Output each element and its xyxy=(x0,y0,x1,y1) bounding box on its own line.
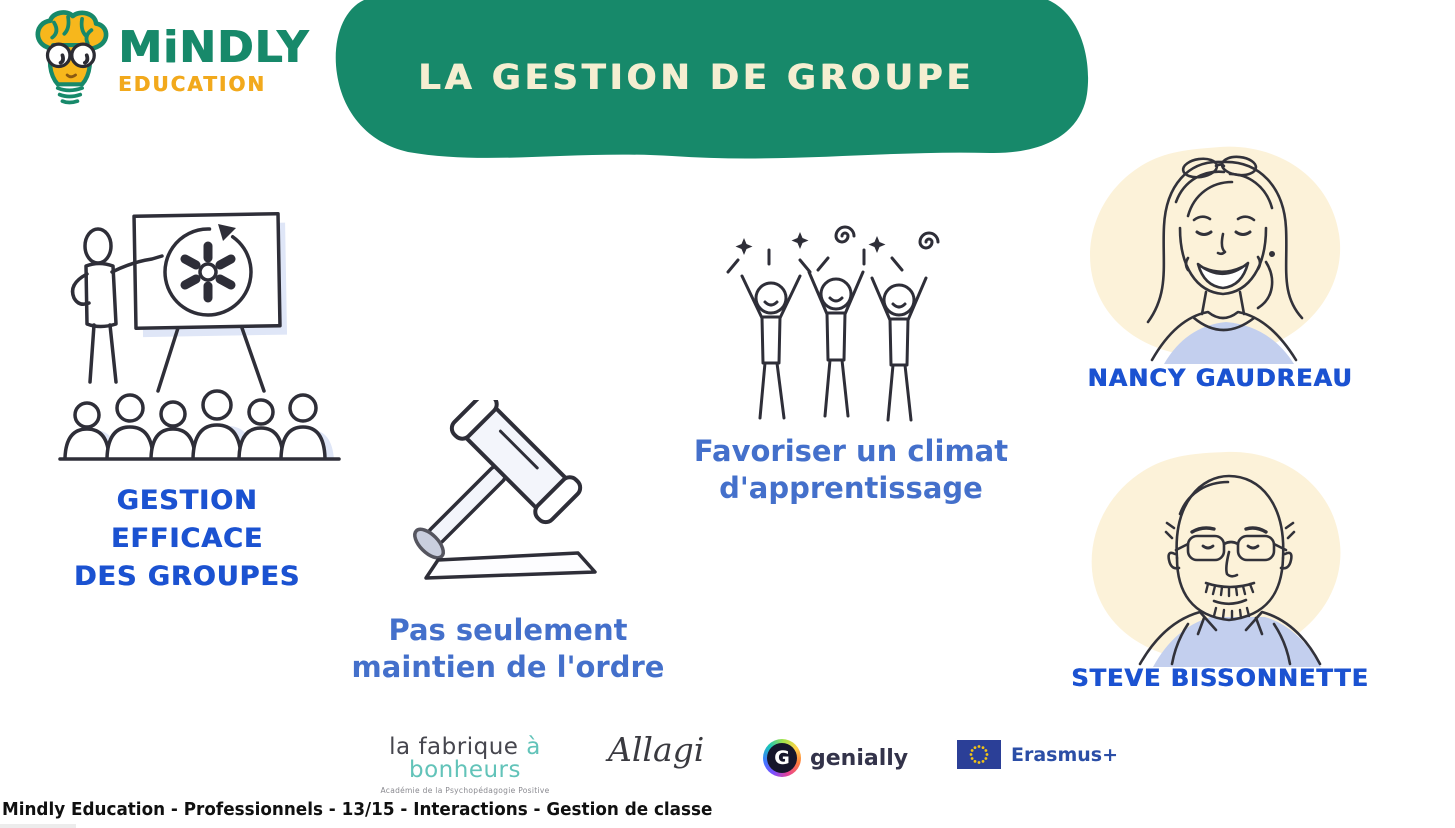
spiral-icon xyxy=(836,227,938,248)
genially-wordmark: genially xyxy=(810,745,909,771)
erasmus-logo xyxy=(957,740,1118,769)
slide-title: LA GESTION DE GROUPE xyxy=(417,58,975,98)
video-caption-text: Mindly Education - Professionnels - 13/15 - Interactions - Gestion de classe xyxy=(2,800,713,820)
caption-line: GESTION xyxy=(116,485,258,516)
person-name-steve: STEVE BISSONNETTE xyxy=(1071,664,1369,692)
audience-figures xyxy=(60,391,339,460)
caption-line: Favoriser un climat xyxy=(693,434,1009,468)
fabrique-tagline: Académie de la Psychopédagogie Positive xyxy=(380,786,550,795)
mindly-logo xyxy=(26,6,326,114)
caption-line: maintien de l'ordre xyxy=(351,650,665,684)
lightbulb-brain-icon xyxy=(26,8,112,112)
steve-portrait-illustration xyxy=(1076,446,1364,668)
caption-line: Pas seulement xyxy=(388,613,628,647)
groups-caption xyxy=(52,482,322,596)
genially-letter: G xyxy=(767,743,797,773)
mindly-wordmark xyxy=(118,22,310,96)
fabrique-name-teal: à bonheurs xyxy=(409,734,541,783)
erasmus-wordmark: Erasmus+ xyxy=(1011,743,1119,766)
eu-flag-icon xyxy=(957,740,1001,769)
caption-line: EFFICACE xyxy=(110,523,264,554)
order-caption xyxy=(348,612,668,686)
fabrique-wordmark xyxy=(340,736,590,782)
climate-caption xyxy=(688,433,1014,507)
video-caption-bar xyxy=(0,795,1455,828)
caption-line: DES GROUPES xyxy=(73,561,301,592)
caption-line: d'apprentissage xyxy=(719,471,983,505)
fabrique-a-bonheurs-logo xyxy=(340,736,590,795)
brand-name: MiNDLY xyxy=(118,22,310,73)
brand-subtitle: EDUCATION xyxy=(118,72,266,96)
group-management-illustration xyxy=(56,186,344,476)
title-banner xyxy=(330,0,1092,163)
nancy-portrait-illustration xyxy=(1076,142,1364,364)
gavel-illustration xyxy=(398,400,616,600)
fabrique-name-dark: la fabrique xyxy=(389,734,519,760)
learning-climate-illustration xyxy=(714,220,952,428)
progress-stub xyxy=(0,824,76,828)
allagi-logo: Allagi xyxy=(608,730,705,769)
genially-logo xyxy=(763,739,908,777)
genially-icon xyxy=(763,739,801,777)
person-name-nancy: NANCY GAUDREAU xyxy=(1087,364,1353,392)
